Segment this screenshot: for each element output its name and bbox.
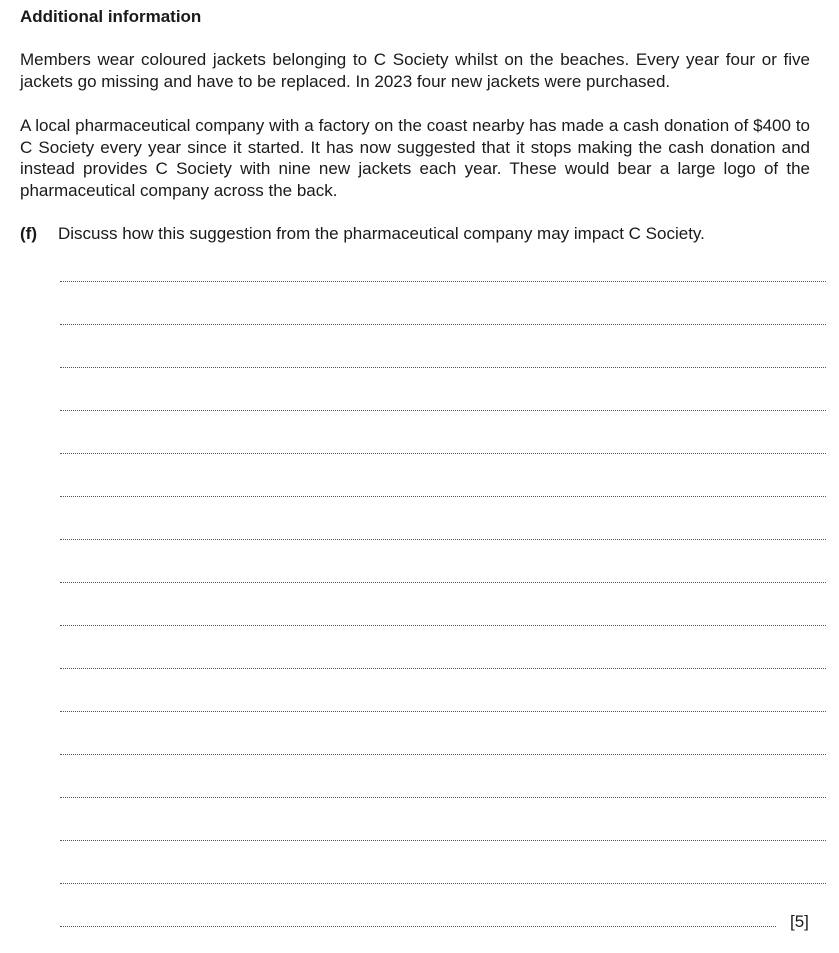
answer-line[interactable] (60, 539, 826, 540)
answer-line[interactable] (60, 883, 826, 884)
answer-line[interactable] (60, 711, 826, 712)
answer-line[interactable] (60, 324, 826, 325)
paragraph-jackets: Members wear coloured jackets belonging to C Society whilst on the beaches. Every year four or five jackets go missing and have to be replaced. In 2023 four new jackets were purchased. (20, 50, 810, 91)
question-number: (f) (20, 224, 37, 243)
answer-line[interactable] (60, 582, 826, 583)
question-text: Discuss how this suggestion from the pharmaceutical company may impact C Society. (58, 224, 705, 243)
marks-label: [5] (790, 912, 809, 931)
answer-line[interactable] (60, 754, 826, 755)
answer-line[interactable] (60, 281, 826, 282)
answer-line[interactable] (60, 926, 776, 927)
section-heading: Additional information (20, 7, 202, 26)
answer-line[interactable] (60, 797, 826, 798)
answer-line[interactable] (60, 668, 826, 669)
answer-line[interactable] (60, 367, 826, 368)
answer-line[interactable] (60, 840, 826, 841)
answer-line[interactable] (60, 625, 826, 626)
paragraph-donation: A local pharmaceutical company with a factory on the coast nearby has made a cash donation of $400 to C Society every year since it started. It has now suggested that it stops making the cash donation and instead provides C Society with nine new jackets each year. These would bear a large logo of the pharmaceutical company across the back. (20, 116, 810, 200)
answer-line[interactable] (60, 496, 826, 497)
answer-line[interactable] (60, 410, 826, 411)
answer-line[interactable] (60, 453, 826, 454)
